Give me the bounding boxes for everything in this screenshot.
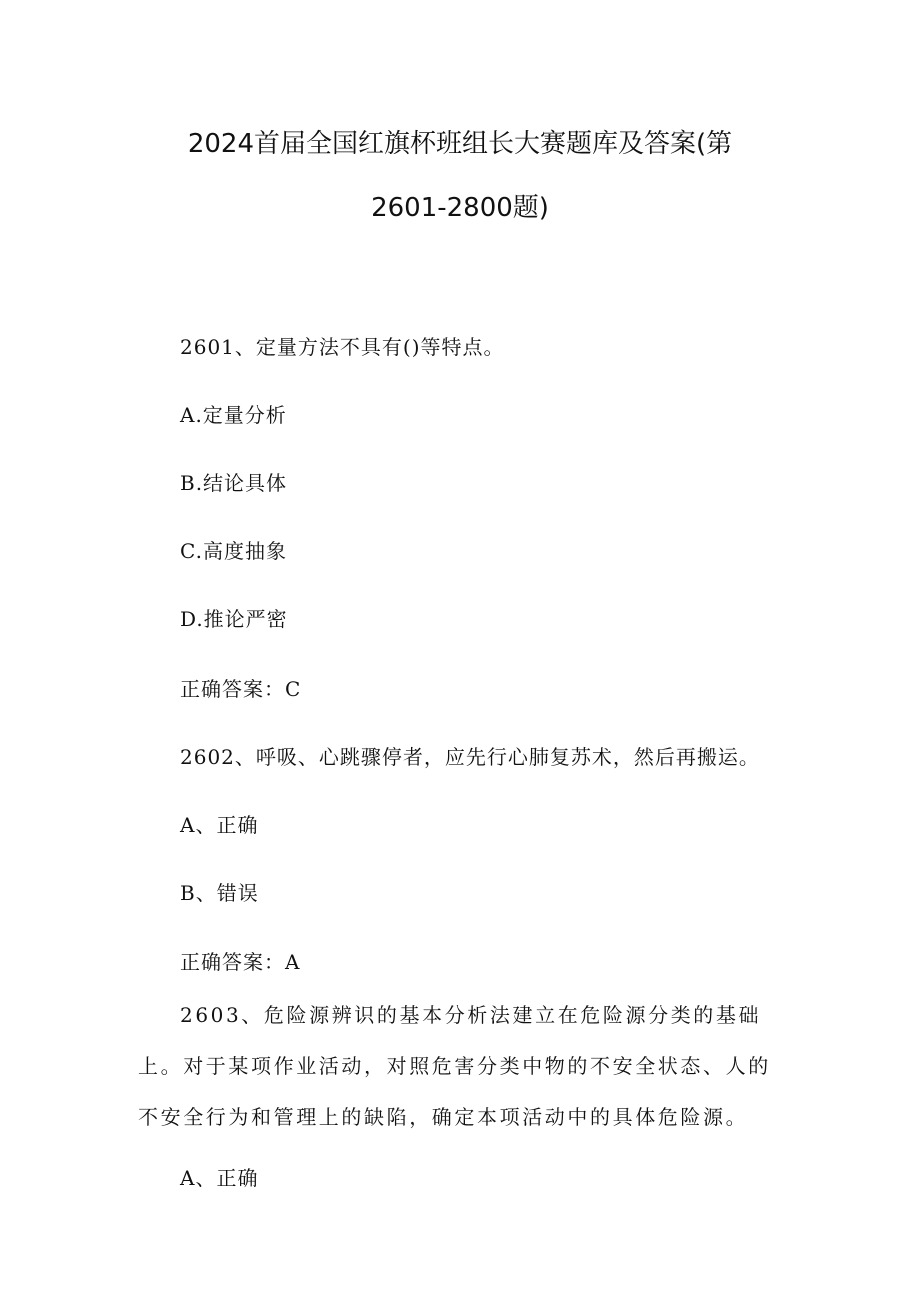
- question-2602-answer: 正确答案：A: [180, 950, 301, 974]
- question-2602-stem: 2602、呼吸、心跳骤停者，应先行心肺复苏术，然后再搬运。: [180, 745, 760, 769]
- question-2601-option-d: D.推论严密: [180, 607, 288, 631]
- document-title-line-2: 2601-2800题): [371, 193, 549, 223]
- question-2601-answer: 正确答案：C: [180, 677, 302, 701]
- question-2603-stem: 2603、危险源辨识的基本分析法建立在危险源分类的基础上。对于某项作业活动，对照危害分类中物的不安全状态、人的不安全行为和管理上的缺陷，确定本项活动中的具体危险源。: [138, 1003, 771, 1129]
- question-2602-option-b: B、错误: [180, 881, 259, 905]
- question-2601-option-b: B.结论具体: [180, 471, 288, 495]
- question-2603-option-a: A、正确: [180, 1166, 259, 1190]
- question-2601-stem: 2601、定量方法不具有()等特点。: [180, 335, 505, 359]
- question-2601-option-a: A.定量分析: [180, 403, 287, 427]
- document-title-line-1: 2024首届全国红旗杯班组长大赛题库及答案(第: [187, 129, 733, 159]
- question-2601-option-c: C.高度抽象: [180, 539, 287, 563]
- question-2602-option-a: A、正确: [180, 813, 259, 837]
